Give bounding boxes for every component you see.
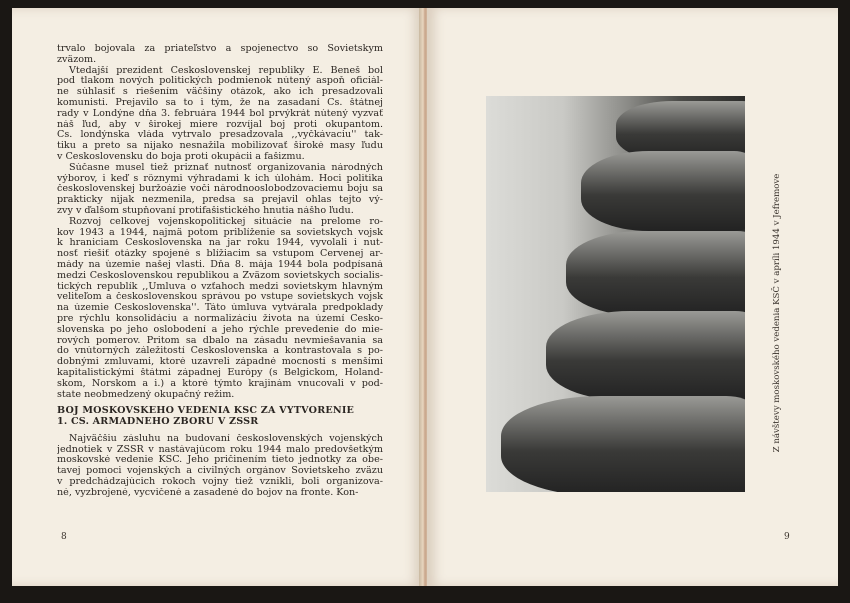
page-number-right: 9 [784,532,790,542]
text-line: né, vyzbrojené, vycvičené a zasadené do bojov na fronte. Kon- [57,487,359,498]
text-line: tických republík ,,Úmluva o vzťahoch medzi sovietskym hlavným [57,281,383,292]
text-line: slovenska po jeho oslobodení a jeho rýchle prevedenie do mie- [57,324,383,335]
text-line: Vtedajší prezident Československej republiky E. Beneš bol [69,65,383,76]
text-line: československej buržoázie voči národnooslobodzovaciemu boju sa [57,184,383,195]
paragraph [57,163,383,217]
text-line: výborov, i keď s rôznymi výhradami k ich úlohám. Hoci politika [57,173,383,184]
left-page-text [57,44,383,499]
text-line: ne súhlasiť s riešením väčšiny otázok, ako ich presadzovali [57,87,383,98]
text-line: prakticky nijak nezmenila, predsa sa prejavil ohlas tejto vý- [57,195,383,206]
page-number-left: 8 [61,532,67,542]
text-line: Súčasne musel tiež priznať nutnosť organizovania národných [69,162,383,173]
text-line: medzi Československou republikou a Zväzom sovietskych socialis- [57,270,383,281]
text-line: mády na územie našej vlasti. Dňa 8. mája 1944 bola podpísaná [57,259,383,270]
left-page [12,8,422,586]
text-line: v predchádzajúcich rokoch vojny tiež vznikli, boli organizova- [57,477,383,488]
text-line: kov 1943 a 1944, najmä potom priblíženie sa sovietskych vojsk [57,227,383,238]
text-line: pre rýchlu konsolidáciu a normalizáciu života na území Česko- [57,313,383,324]
text-line: v Československu do boja proti okupácii a fašizmu. [57,151,305,162]
text-line: komunisti. Prejavilo sa to i tým, že na zasadaní Čs. štátnej [57,97,383,108]
text-line: Najväčšiu zásluhu na budovaní československých vojenských [69,433,383,444]
section-heading [57,406,383,428]
text-line: rových pomerov. Pritom sa dbalo na zásadu nevmiešavania sa [57,335,383,346]
text-line: zväzom. [57,54,97,65]
text-line: zvy v ďalšom stupňovaní protifašistického hnutia nášho ľudu. [57,205,354,216]
text-line: moskovské vedenie KSČ. Jeho pričinením tieto jednotky za obe- [57,455,383,466]
right-page [427,8,838,586]
text-line: na územie Československa''. Táto úmluva vytvárala predpoklady [57,303,383,314]
text-line: dobnými zmluvami, ktoré uzavreli západné mocnosti s menšími [57,357,383,368]
text-line: pod tlakom nových politických podmienok nútený aspoň oficiál- [57,76,383,87]
paragraph [57,217,383,401]
heading-line: 1. ČS. ARMÁDNEHO ZBORU V ZSSR [57,417,259,428]
paragraph [57,66,383,163]
text-line: jednotiek v ZSSR v nastávajúcom roku 1944 malo predovšetkým [57,444,383,455]
text-line: Čs. londýnska vláda vytrvalo presadzovala ,,vyčkávaciu'' tak- [57,130,383,141]
photograph-soldiers [486,96,745,492]
text-line: Rozvoj celkovej vojenskopolitickej situácie na prelome ro- [69,216,383,227]
text-line: state neobmedzený okupačný režim. [57,389,235,400]
text-line: skom, Norskom a i.) a ktoré týmto krajinám vnucovali v pod- [57,378,383,389]
text-line: nosť riešiť otázky spojené s blížiacim sa vstupom Červenej ar- [57,249,383,260]
text-line: k hraniciam Československa na jar roku 1944, vyvolali i nut- [57,238,383,249]
text-line: tavej pomoci vojenských a civilných orgánov Sovietskeho zväzu [57,466,383,477]
text-line: kapitalistickými štátmi západnej Európy (s Belgickom, Holand- [57,367,383,378]
text-line: tiku a preto sa nijako nesnažila mobilizovať široké masy ľudu [57,141,383,152]
text-line: trvalo bojovala za priateľstvo a spojenectvo so Sovietskym [57,44,383,54]
text-line: do vnútorných záležitostí Československa a kontrastovala s po- [57,346,383,357]
paragraph [57,44,383,66]
text-line: rady v Londýne dňa 3. februára 1944 bol prvýkrát nútený vyzvať [57,108,383,119]
text-line: náš ľud, aby v širokej miere rozvíjal boj proti okupantom. [57,119,383,130]
heading-line: BOJ MOSKOVSKÉHO VEDENIA KSČ ZA VYTVORENIE [57,406,355,417]
paragraph [57,434,383,499]
text-line: veliteľom a československou správou po vstupe sovietskych vojsk [57,292,383,303]
photo-caption: Z návštevy moskovského vedenia KSČ v apríli 1944 v Jefremove [772,173,782,453]
